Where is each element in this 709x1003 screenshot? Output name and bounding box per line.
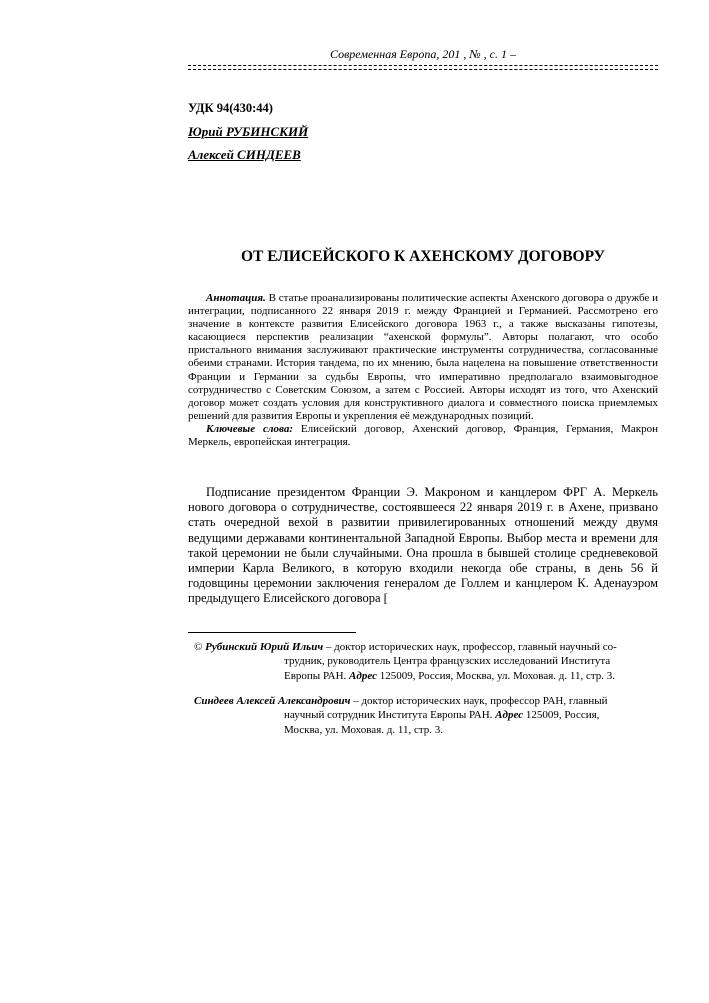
author-1: Юрий РУБИНСКИЙ [188, 124, 309, 139]
footnote-line: – доктор исторических наук, профессор РАН, главный [350, 695, 608, 707]
abstract-paragraph [188, 292, 658, 423]
address-label: Адрес [495, 709, 524, 722]
abstract-label: Аннотация. [206, 292, 266, 304]
abstract-text: В статье проанализированы политические аспекты Ахенского договора о дружбе и интеграции, подписанного 22 января 2019 г. между Францией и Германией. Рассмотрено его значение в контексте развития Елисейского договора 1963 г., а также высказаны гипотезы, касающиеся перспектив реализации “ахенской формулы”. Авторы полагают, что особо пристального внимания заслуживают практические инструменты сотрудничества, согласованные обеими странами. История тандема, по их мнению, была нацелена на повышение ответственности Франции и Германии за судьбы Европы, что императивно предполагало взаимовыгодное сотрудничество с Советским Союзом, а затем с Россией. Авторы исходят из того, что Ахенский договор может создать условия для конструктивного диалога и совместного поиска приемлемых решений для развития Европы и укрепления её международных позиций. [188, 292, 658, 422]
author-2: Алексей СИНДЕЕВ [188, 147, 301, 162]
abstract [188, 292, 658, 449]
header-rule [188, 65, 658, 70]
body-paragraph: Подписание президентом Франции Э. Макроном и канцлером ФРГ А. Меркель нового договора о сотрудничестве, состоявшееся 22 января 2019 г. в Ахене, призвано стать очередной вехой в развитии привилегированных отношений между двумя ведущими державами континентальной Западной Европы. Выбор места и времени для такой церемонии не были случайными. Она прошла в бывшей столице средневековой империи Карла Великого, в которую входили некогда обе страны, в день 56 й годовщины церемонии заключения генералом де Голлем и канцлером К. Аденауэром предыдущего Елисейского договора [ [188, 485, 658, 606]
footnote-2 [188, 694, 658, 737]
running-head: Современная Европа, 201 , № , с. 1 – [330, 47, 516, 61]
footnote-author-name: Рубинский Юрий Ильич [205, 641, 324, 653]
keywords-label: Ключевые слова: [206, 422, 293, 435]
footnote-line: Москва, ул. Моховая. д. 11, стр. 3. [284, 723, 444, 736]
udk-code: УДК 94(430:44) [188, 101, 273, 115]
footnote-1 [188, 640, 658, 683]
footnote-line: – доктор исторических наук, профессор, главный научный со- [323, 641, 617, 653]
footnote-author-name: Синдеев Алексей Александрович [194, 695, 351, 707]
body-text [188, 485, 658, 607]
address-label: Адрес [349, 669, 377, 682]
footnote-line: трудник, руководитель Центра французских исследований Института [284, 655, 611, 668]
footnote-line: 125009, Россия, [523, 709, 600, 722]
copyright-mark: © [194, 641, 203, 653]
footnote-line: научный сотрудник Института Европы РАН. [284, 709, 496, 722]
keywords-text: Елисейский договор, Ахенский договор, Франция, Германия, Макрон Меркель, европейская интеграция. [188, 422, 658, 449]
footnote-line: Европы РАН. [284, 669, 350, 682]
footnote-rule [188, 632, 356, 633]
article-title: ОТ ЕЛИСЕЙСКОГО К АХЕНСКОМУ ДОГОВОРУ [240, 248, 606, 265]
keywords-paragraph [188, 423, 658, 449]
footnote-line: 125009, Россия, Москва, ул. Моховая. д. 11, стр. 3. [376, 669, 616, 682]
